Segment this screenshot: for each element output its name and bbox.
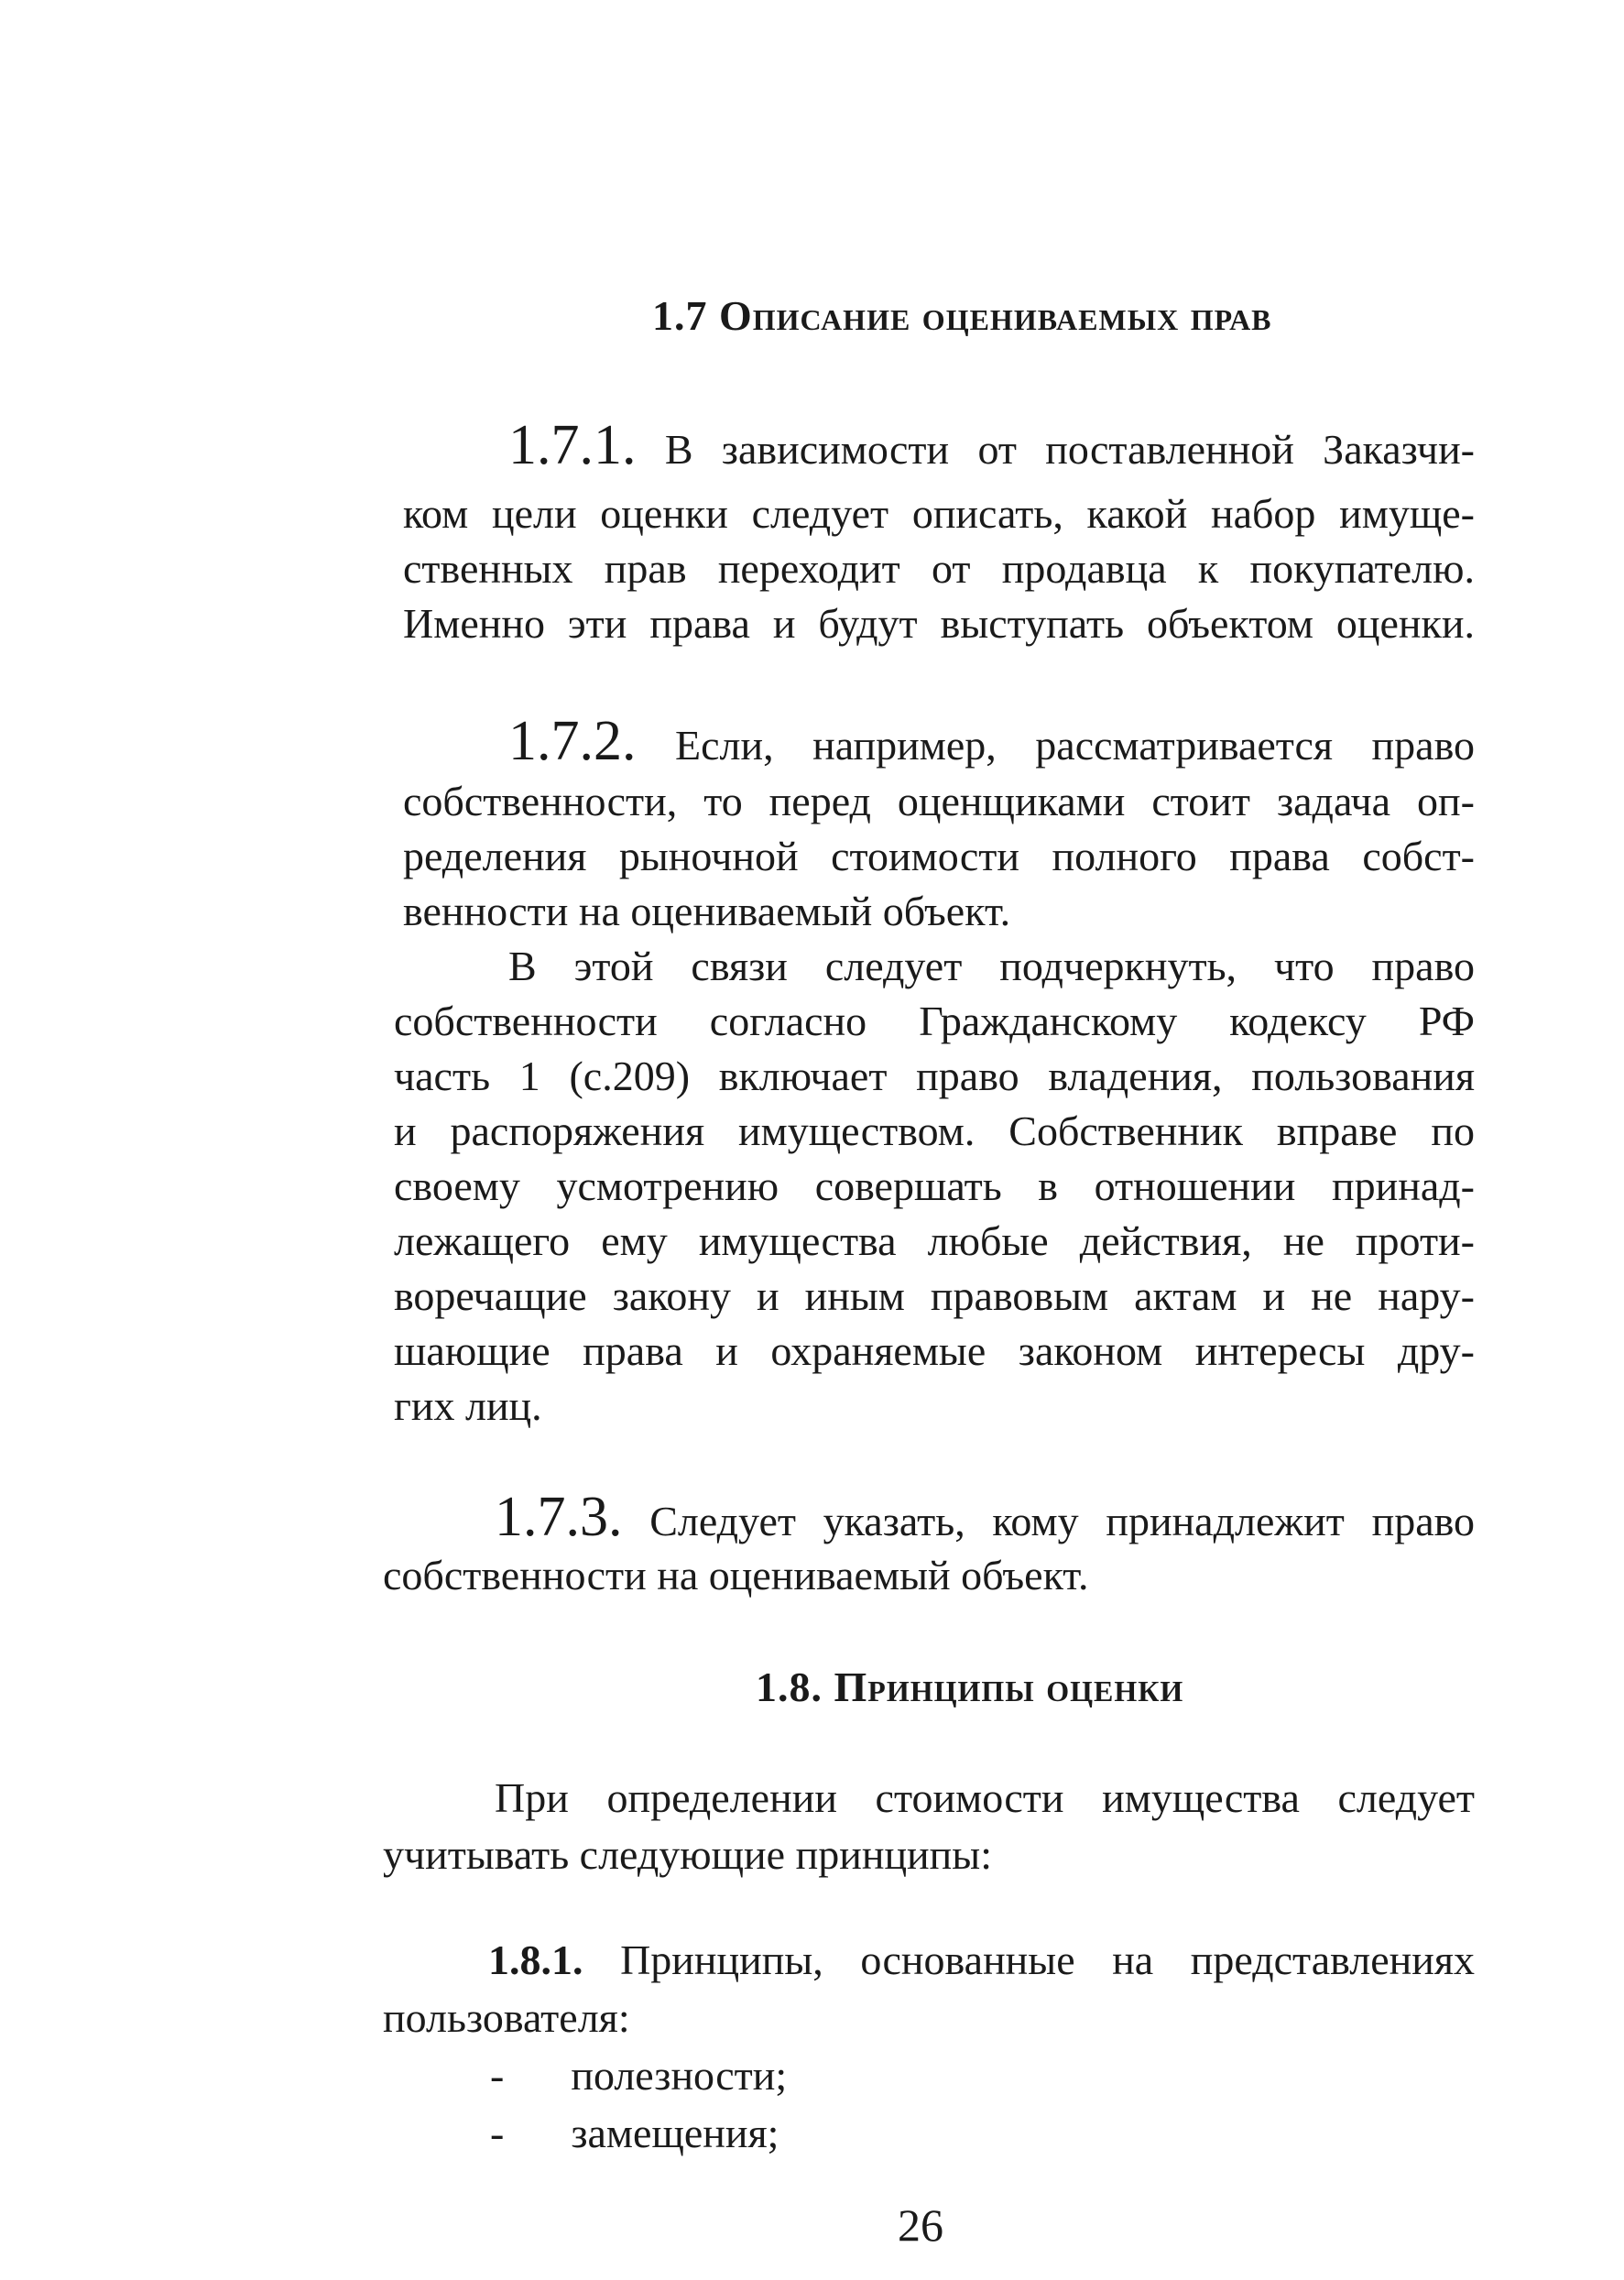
section-heading-1-7: [652, 291, 1272, 340]
paragraph-line: своему усмотрению совершать в отношении принад-: [394, 1162, 1475, 1209]
paragraph-line: венности на оцениваемый объект.: [403, 888, 1011, 934]
list-item-text: полезности;: [571, 2052, 788, 2099]
list-item: [490, 2052, 788, 2099]
paragraph-line: учитывать следующие принципы:: [383, 1831, 992, 1878]
bullet-dash: -: [490, 2052, 505, 2099]
paragraph-line: шающие права и охраняемые законом интересы дру-: [394, 1327, 1475, 1374]
paragraph-line: собственности на оцениваемый объект.: [383, 1552, 1089, 1598]
paragraph-line: При определении стоимости имущества следует: [495, 1774, 1475, 1821]
paragraph-line: пользователя:: [383, 1994, 630, 2041]
paragraph-line: воречащие закону и иным правовым актам и не нару-: [394, 1272, 1475, 1319]
heading-number: 1.8.: [756, 1664, 823, 1710]
paragraph-line: Именно эти права и будут выступать объектом оценки.: [403, 600, 1475, 647]
paragraph-line: лежащего ему имущества любые действия, не проти-: [394, 1217, 1475, 1264]
list-item-text: замещения;: [571, 2110, 779, 2156]
paragraph-line: ком цели оценки следует описать, какой набор имуще-: [403, 490, 1475, 537]
list-item: [490, 2112, 779, 2155]
paragraph-line: В этой связи следует подчеркнуть, что право: [508, 943, 1475, 989]
paragraph-number: 1.7.1.: [508, 414, 637, 476]
paragraph-line: 1.7.3. Следует указать, кому принадлежит право: [495, 1486, 1476, 1548]
page-number: 26: [898, 2199, 943, 2251]
paragraph-number: 1.7.2.: [508, 710, 637, 772]
paragraph-line: ределения рыночной стоимости полного права собст-: [403, 833, 1475, 879]
paragraph-line: ственных прав переходит от продавца к покупателю.: [403, 545, 1475, 592]
paragraph-line: 1.7.2. Если, например, рассматривается право: [508, 710, 1475, 772]
paragraph-line: собственности согласно Гражданскому кодексу РФ: [394, 998, 1475, 1044]
section-heading-1-8: [756, 1663, 1183, 1711]
paragraph-number: 1.7.3.: [495, 1486, 623, 1548]
heading-number: 1.7: [652, 292, 708, 339]
paragraph-line: часть 1 (с.209) включает право владения, пользования: [394, 1053, 1475, 1099]
paragraph-line: 1.8.1. Принципы, основанные на представлениях: [488, 1936, 1475, 1983]
bullet-dash: -: [490, 2110, 505, 2156]
paragraph-line: и распоряжения имуществом. Собственник вправе по: [394, 1107, 1475, 1154]
paragraph-line: гих лиц.: [394, 1382, 542, 1429]
paragraph-line: собственности, то перед оценщиками стоит задача оп-: [403, 778, 1475, 824]
paragraph-number: 1.8.1.: [488, 1936, 583, 1983]
paragraph-line: 1.7.1. В зависимости от поставленной Заказчи-: [508, 414, 1476, 476]
heading-text: Принципы оценки: [834, 1664, 1184, 1710]
heading-text: Описание оцениваемых прав: [719, 292, 1272, 339]
